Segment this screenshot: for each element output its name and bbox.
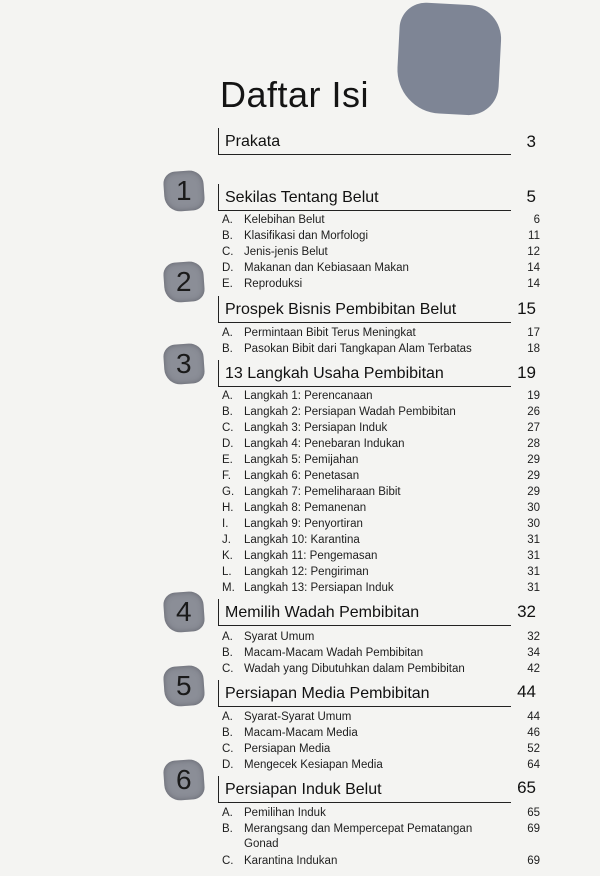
toc-item[interactable]: E. Langkah 5: Pemijahan 29 [222,454,540,466]
chapter-4-badge: 4 [163,591,206,634]
chapter-6-badge: 6 [163,759,206,802]
toc-item[interactable]: A. Syarat-Syarat Umum 44 [222,711,540,723]
toc-item[interactable]: B. Pasokan Bibit dari Tangkapan Alam Terbatas 18 [222,343,540,355]
corner-tab-decoration [395,1,503,116]
chapter-2-badge: 2 [163,261,206,304]
toc-item[interactable]: C. Persiapan Media 52 [222,743,540,755]
chapter-title: Prospek Bisnis Pembibitan Belut [225,301,457,318]
toc-item[interactable]: F. Langkah 6: Penetasan 29 [222,470,540,482]
toc-item[interactable]: A. Langkah 1: Perencanaan 19 [222,390,540,402]
toc-item[interactable]: D. Mengecek Kesiapan Media 64 [222,759,540,771]
toc-item[interactable]: A. Pemilihan Induk 65 [222,807,540,819]
toc-item[interactable]: B. Merangsang dan Mempercepat Pematangan Gonad 69 [222,823,540,850]
toc-item[interactable]: L. Langkah 12: Pengiriman 31 [222,566,540,578]
toc-item[interactable]: G. Langkah 7: Pemeliharaan Bibit 29 [222,486,540,498]
toc-item[interactable]: J. Langkah 10: Karantina 31 [222,534,540,546]
toc-item[interactable]: C. Karantina Indukan 69 [222,855,540,867]
chapter-page: 15 [517,299,536,318]
chapter-page: 5 [526,187,536,206]
chapter-title: Sekilas Tentang Belut [225,189,379,206]
chapter-3-row[interactable] [218,360,511,387]
toc-item[interactable]: H. Langkah 8: Pemanenan 30 [222,502,540,514]
chapter-1-row[interactable] [218,184,511,211]
chapter-6-row[interactable] [218,776,511,803]
toc-item[interactable]: I. Langkah 9: Penyortiran 30 [222,518,540,530]
chapter-2-row[interactable] [218,296,511,323]
prakata-page: 3 [526,132,536,151]
toc-item[interactable]: E. Reproduksi 14 [222,278,540,290]
chapter-page: 44 [517,682,536,701]
toc-item[interactable]: A. Syarat Umum 32 [222,631,540,643]
chapter-title: Memilih Wadah Pembibitan [225,604,420,621]
chapter-title: Persiapan Induk Belut [225,781,382,798]
page-title: Daftar Isi [220,74,370,115]
toc-item[interactable]: D. Makanan dan Kebiasaan Makan 14 [222,262,540,274]
toc-item[interactable]: M. Langkah 13: Persiapan Induk 31 [222,582,540,594]
chapter-page: 32 [517,602,536,621]
toc-item[interactable]: B. Macam-Macam Wadah Pembibitan 34 [222,647,540,659]
prakata-label: Prakata [225,133,281,150]
chapter-title: 13 Langkah Usaha Pembibitan [225,365,444,382]
toc-item[interactable]: B. Klasifikasi dan Morfologi 11 [222,230,540,242]
chapter-5-row[interactable] [218,680,511,707]
prakata-row[interactable] [218,128,511,155]
chapter-1-badge: 1 [163,170,206,213]
chapter-5-badge: 5 [163,665,206,708]
toc-item[interactable]: D. Langkah 4: Penebaran Indukan 28 [222,438,540,450]
chapter-page: 65 [517,778,536,797]
chapter-4-row[interactable] [218,599,511,626]
toc-item[interactable]: C. Jenis-jenis Belut 12 [222,246,540,258]
toc-item[interactable]: B. Macam-Macam Media 46 [222,727,540,739]
toc-item[interactable]: A. Permintaan Bibit Terus Meningkat 17 [222,327,540,339]
chapter-page: 19 [517,363,536,382]
chapter-title: Persiapan Media Pembibitan [225,685,430,702]
toc-item[interactable]: C. Wadah yang Dibutuhkan dalam Pembibitan 42 [222,663,540,675]
toc-item[interactable]: K. Langkah 11: Pengemasan 31 [222,550,540,562]
chapter-3-badge: 3 [163,343,206,386]
toc-item[interactable]: C. Langkah 3: Persiapan Induk 27 [222,422,540,434]
toc-item[interactable]: B. Langkah 2: Persiapan Wadah Pembibitan 26 [222,406,540,418]
toc-item[interactable]: A. Kelebihan Belut 6 [222,214,540,226]
